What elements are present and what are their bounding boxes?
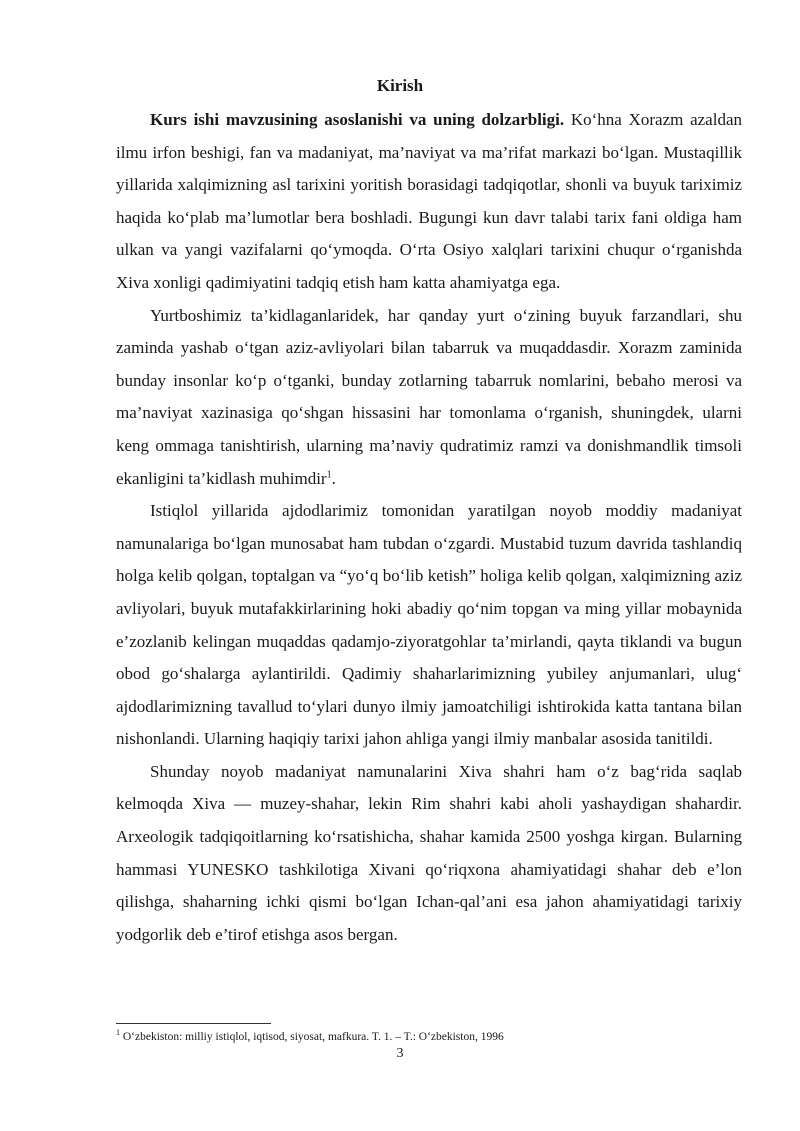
paragraph-2 bbox=[116, 300, 742, 496]
paragraph-2-tail: . bbox=[331, 468, 336, 488]
paragraph-lead-heading: Kurs ishi mavzusining asoslanishi va uning dolzarbligi. bbox=[150, 110, 565, 129]
paragraph-1-text: Ko‘hna Xorazm azaldan ilmu irfon beshigi, fan va madaniyat, ma’naviyat va ma’rifat markazi bo‘lgan. Mustaqillik yillarida xalqimizning asl tarixini yoritish borasidagi tadqiqotlar, shonli va buyuk tariximiz haqida ko‘plab ma’lumotlar bera boshladi. Bugungi kun davr talabi tarix fani oldiga ham ulkan va yangi vazifalarni qo‘ymoqda. O‘rta Osiyo xalqlari tarixini chuqur o‘rganishda Xiva xonligi qadimiyatini tadqiq etish ham katta ahamiyatga ega. bbox=[116, 110, 742, 292]
footnote-text: O‘zbekiston: milliy istiqlol, iqtisod, siyosat, mafkura. T. 1. – T.: O‘zbekiston, 1996 bbox=[120, 1031, 504, 1043]
paragraph-4-text: Shunday noyob madaniyat namunalarini Xiva shahri ham o‘z bag‘rida saqlab kelmoqda Xiva — muzey-shahar, lekin Rim shahri kabi aholi yashaydigan shahardir. Arxeologik tadqiqoitlarning ko‘rsatishicha, shahar kamida 2500 yoshga kirgan. Bularning hammasi YUNESKO tashkilotiga Xivani qo‘riqxona ahamiyatidagi shahar deb e’lon qilishga, shaharning ichki qismi bo‘lgan Ichan-qal’ani esa jahon ahamiyatidagi tarixiy yodgorlik deb e’tirof etishga asos bergan. bbox=[116, 761, 742, 944]
paragraph-3 bbox=[116, 495, 742, 756]
paragraph-4 bbox=[116, 756, 742, 952]
footnote-divider bbox=[116, 1023, 271, 1024]
page-number: 3 bbox=[396, 1046, 404, 1061]
footnote-reference[interactable]: 1 bbox=[326, 468, 332, 480]
paragraph-2-text: Yurtboshimiz ta’kidlaganlaridek, har qanday yurt o‘zining buyuk farzandlari, shu zaminda yashab o‘tgan aziz-avliyolari bilan tabarruk va muqaddasdir. Xorazm zaminida bunday insonlar ko‘p o‘tganki, bunday zotlarning tabarruk nomlarini, bebaho merosi va ma’naviyat xazinasiga qo‘shgan hissasini har tomonlama o‘rganish, shuningdek, ularni keng ommaga tanishtirish, ularning ma’naviy qudratimiz ramzi va donishmandlik timsoli ekanligini ta’kidlash muhimdir bbox=[116, 305, 742, 488]
footnote-marker: 1 bbox=[116, 1028, 120, 1038]
footnote bbox=[116, 1030, 756, 1044]
paragraph-1 bbox=[116, 104, 742, 300]
section-title: Kirish bbox=[376, 76, 424, 95]
body-text bbox=[116, 104, 742, 951]
paragraph-3-text: Istiqlol yillarida ajdodlarimiz tomonidan yaratilgan noyob moddiy madaniyat namunalariga bo‘lgan munosabat ham tubdan o‘zgardi. Mustabid tuzum davrida tashlandiq holga kelib qolgan, toptalgan va “yo‘q bo‘lib ketish” holiga kelib qolgan, xalqimizning aziz avliyolari, buyuk mutafakkirlarining hoki abadiy qo‘nim topgan va ming yillar mobaynida e’zozlanib kelingan muqaddas qadamjo-ziyoratgohlar ta’mirlandi, qayta tiklandi va bugun obod go‘shalarga aylantirildi. Qadimiy shaharlarimizning yubiley anjumanlari, ulug‘ ajdodlarimizning tavallud to‘ylari dunyo ilmiy jamoatchiligi ishtirokida katta tantana bilan nishonlandi. Ularning haqiqiy tarixi jahon ahliga yangi ilmiy manbalar asosida tanitildi. bbox=[116, 501, 742, 749]
